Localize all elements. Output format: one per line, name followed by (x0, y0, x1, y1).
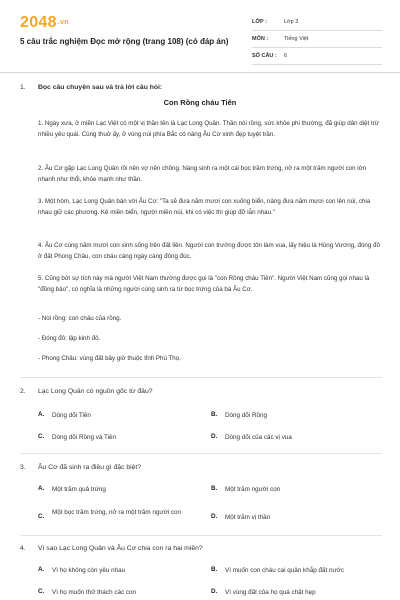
question-prompt: Lạc Long Quân có nguồn gốc từ đâu? (38, 388, 153, 395)
info-label: LỚP : (252, 19, 267, 25)
site-logo[interactable] (20, 14, 69, 32)
info-panel (252, 14, 382, 65)
question-divider (20, 453, 382, 454)
option-text: Một bọc trăm trứng, nở ra một trăm người con (52, 509, 182, 516)
question-number: 2. (20, 388, 26, 395)
question-number: 1. (20, 84, 26, 91)
info-row-subject (252, 31, 382, 48)
option-text: Dòng dõi Rồng (225, 412, 268, 419)
question-divider (20, 377, 382, 378)
option-letter: D. (211, 513, 218, 520)
glossary-item: - Nòi rồng: con cháu của rồng. (38, 315, 122, 322)
glossary-item: - Đóng đô: lập kinh đô. (38, 335, 101, 342)
option-text: Dòng dõi Tiên (52, 412, 91, 419)
option-letter: D. (211, 588, 218, 595)
question-number: 3. (20, 464, 26, 471)
question-prompt: Vì sao Lạc Long Quân và Âu Cơ chia con ra hai miền? (38, 545, 203, 552)
info-value: 6 (284, 53, 288, 59)
option-text: Vì họ không còn yêu nhau (52, 567, 126, 574)
info-row-grade (252, 14, 382, 31)
story-paragraph-5: 5. Cũng bởi sự tích này mà người Việt Nam thường được gọi là "con Rồng cháu Tiên". Người Việt Nam cũng gọi nhau là "đồng bào", có nghĩa là những người cùng sinh ra từ bọc trứng của bà Âu Cơ. (38, 275, 370, 293)
story-title: Con Rồng cháu Tiên (163, 98, 237, 107)
option-text: Một trăm quả trứng (52, 486, 106, 493)
logo-text: 2048 (20, 14, 57, 31)
option-text: Vì muốn con cháu cai quản khắp đất nước (225, 567, 344, 574)
logo-suffix: .vn (57, 19, 69, 27)
header-divider (0, 72, 400, 73)
option-letter: D. (211, 433, 218, 440)
option-text: Một trăm vị thần (225, 514, 271, 521)
story-paragraph-1: 1. Ngày xưa, ở miền Lạc Việt có một vị thần tên là Lạc Long Quân. Thần nòi rồng, sức khỏe phi thường, đã giúp dân diệt trừ nhiều yêu quái. Cùng thuở ấy, ở vùng núi phía Bắc có nàng Âu Cơ xinh đẹp tuyệt trần. (38, 120, 379, 138)
option-text: Dòng dõi của các vị vua (225, 434, 292, 441)
option-text: Dòng dõi Rồng và Tiên (52, 434, 117, 441)
option-letter: C. (38, 588, 45, 595)
option-letter: B. (211, 566, 218, 573)
question-number: 4. (20, 545, 26, 552)
story-paragraph-2: 2. Âu Cơ gặp Lạc Long Quân rồi nên vợ nên chồng. Nàng sinh ra một cái bọc trăm trứng, nở ra một trăm người con lớn nhanh như thổi, khỏe mạnh như thần. (38, 165, 367, 183)
info-label: SỐ CÂU : (252, 53, 277, 59)
story-paragraph-4: 4. Âu Cơ cùng năm mươi con sinh sống trên đất liền. Người con trưởng được tôn làm vua, lấy hiệu là Hùng Vương, đóng đô ở đất Phong Châu, con cháu càng ngày càng đông đúc. (38, 242, 380, 260)
option-letter: A. (38, 566, 45, 573)
header (0, 0, 400, 70)
question-prompt: Đọc câu chuyện sau và trả lời câu hỏi: (38, 84, 163, 91)
option-text: Vì vùng đất của họ quá chật hẹp (225, 589, 316, 596)
question-prompt: Âu Cơ đã sinh ra điều gì đặc biệt? (38, 464, 142, 471)
option-letter: A. (38, 411, 45, 418)
option-text: Một trăm người con (225, 486, 281, 493)
option-text: Vì họ muốn thử thách các con (52, 589, 137, 596)
option-letter: B. (211, 485, 218, 492)
option-letter: B. (211, 411, 218, 418)
story-paragraph-3: 3. Một hôm, Lạc Long Quân bàn với Âu Cơ: "Ta sẽ đưa năm mươi con xuống biển, nàng đưa năm mươi con lên núi, chia nhau giữ các phương. Kẻ miền biển, người miền núi, khi có việc thì giúp đỡ lẫn nhau." (38, 198, 371, 216)
option-letter: C. (38, 513, 45, 520)
info-value: Tiếng Việt (284, 36, 309, 42)
glossary-item: - Phong Châu: vùng đất bây giờ thuộc tỉnh Phú Thọ. (38, 355, 181, 362)
document-title: 5 câu trắc nghiệm Đọc mở rộng (trang 108) (có đáp án) (20, 37, 229, 46)
info-label: MÔN : (252, 36, 269, 42)
question-divider (20, 535, 382, 536)
option-letter: C. (38, 433, 45, 440)
option-letter: A. (38, 485, 45, 492)
info-value: Lớp 3 (284, 19, 299, 25)
info-row-count (252, 48, 382, 65)
